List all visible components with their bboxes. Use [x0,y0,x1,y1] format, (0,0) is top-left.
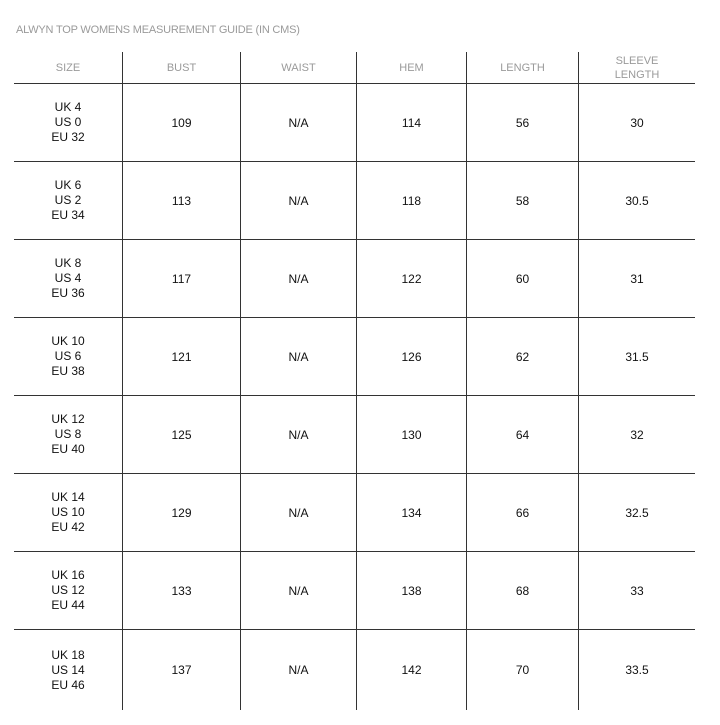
measurement-table [14,52,695,710]
bust-cell: 129 [122,474,240,551]
header-sleeve-length: SLEEVE LENGTH [578,52,695,83]
bust-cell: 113 [122,162,240,239]
size-uk: UK 14 [51,490,85,504]
header-waist: WAIST [240,52,356,83]
size-eu: EU 34 [51,208,85,222]
bust-cell: 133 [122,552,240,629]
size-us: US 14 [51,662,85,677]
hem-cell: 126 [356,318,466,395]
table-header [14,52,695,84]
waist-cell: N/A [240,318,356,395]
hem-cell: 118 [356,162,466,239]
size-uk: UK 4 [54,100,82,114]
size-eu: EU 40 [51,442,85,456]
size-us: US 4 [54,271,82,285]
table-row [14,630,695,710]
length-cell: 64 [466,396,578,473]
sleeve-length-cell: 31.5 [578,318,695,395]
waist-cell: N/A [240,162,356,239]
bust-cell: 117 [122,240,240,317]
size-us: US 0 [54,115,82,129]
size-cell [14,474,122,551]
bust-cell: 109 [122,84,240,161]
waist-cell: N/A [240,474,356,551]
waist-cell: N/A [240,240,356,317]
length-cell: 60 [466,240,578,317]
hem-cell: 130 [356,396,466,473]
size-eu: EU 36 [51,286,85,300]
size-uk: UK 10 [51,334,85,348]
length-cell: 58 [466,162,578,239]
waist-cell: N/A [240,84,356,161]
size-cell [14,318,122,395]
length-cell: 66 [466,474,578,551]
size-us: US 12 [51,583,85,597]
bust-cell: 125 [122,396,240,473]
bust-cell: 137 [122,630,240,710]
hem-cell: 114 [356,84,466,161]
table-row [14,84,695,162]
waist-cell: N/A [240,630,356,710]
size-uk: UK 16 [51,568,85,582]
bust-cell: 121 [122,318,240,395]
length-cell: 68 [466,552,578,629]
table-row [14,162,695,240]
size-cell [14,162,122,239]
size-cell [14,240,122,317]
sleeve-length-cell: 33 [578,552,695,629]
size-uk: UK 18 [51,647,85,662]
table-row [14,318,695,396]
size-eu: EU 42 [51,520,85,534]
page-title: ALWYN TOP WOMENS MEASUREMENT GUIDE (IN CMS) [16,24,300,36]
table-row [14,474,695,552]
size-uk: UK 6 [54,178,82,192]
sleeve-length-cell: 30 [578,84,695,161]
hem-cell: 134 [356,474,466,551]
table-row [14,552,695,630]
size-cell [14,84,122,161]
hem-cell: 142 [356,630,466,710]
size-us: US 2 [54,193,82,207]
header-hem: HEM [356,52,466,83]
size-us: US 10 [51,505,85,519]
hem-cell: 122 [356,240,466,317]
sleeve-length-cell: 31 [578,240,695,317]
sleeve-length-cell: 30.5 [578,162,695,239]
size-eu: EU 44 [51,598,85,612]
waist-cell: N/A [240,396,356,473]
length-cell: 62 [466,318,578,395]
sleeve-length-cell: 32.5 [578,474,695,551]
size-eu: EU 32 [51,130,85,144]
sleeve-length-cell: 32 [578,396,695,473]
size-cell [14,630,122,710]
size-uk: UK 8 [54,256,82,270]
sleeve-length-cell: 33.5 [578,630,695,710]
size-cell [14,396,122,473]
header-bust: BUST [122,52,240,83]
size-us: US 6 [54,349,82,363]
length-cell: 56 [466,84,578,161]
size-eu: EU 46 [51,677,85,692]
hem-cell: 138 [356,552,466,629]
length-cell: 70 [466,630,578,710]
header-size: SIZE [55,61,81,74]
size-uk: UK 12 [51,412,85,426]
table-row [14,240,695,318]
size-us: US 8 [54,427,82,441]
header-length: LENGTH [466,52,578,83]
size-eu: EU 38 [51,364,85,378]
size-cell [14,552,122,629]
table-row [14,396,695,474]
waist-cell: N/A [240,552,356,629]
